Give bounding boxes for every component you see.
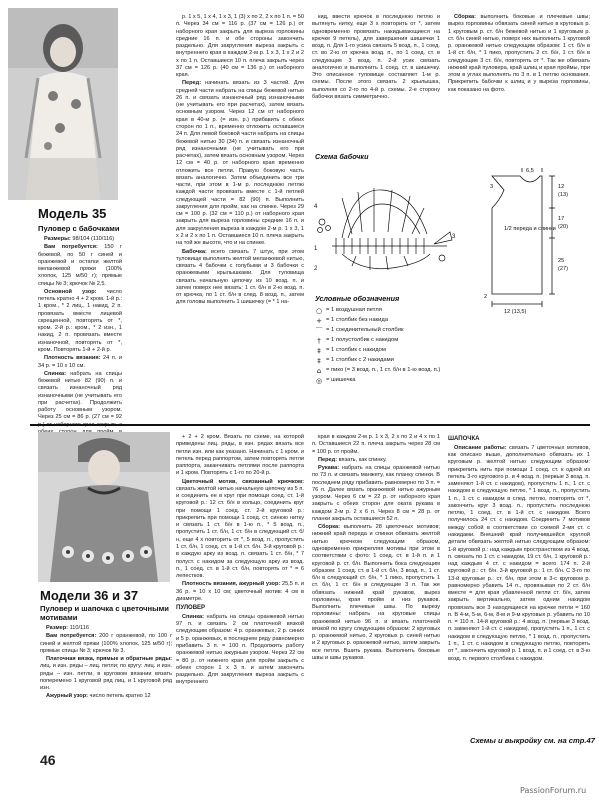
legend-label: = шишечка xyxy=(326,377,356,384)
butterfly-crochet-chart xyxy=(312,168,462,278)
model36-col3-p1: Перед: вязать, как спинку. xyxy=(318,456,387,463)
svg-text:4: 4 xyxy=(314,204,318,210)
model35-col1 xyxy=(38,236,122,419)
model35-col1-p4: Спинка: набрать на спицы бежевой нитью 82 (90) п. и связать изнаночный ряд изнаночными (не учитывать его при расчетах). Продолжить работу основным узором. Через 25 см = 86 р. (27 см = 92 xyxy=(38,370,122,421)
cross-reference: Схемы и выкройку см. на стр.47 xyxy=(470,736,595,745)
legend xyxy=(312,306,462,386)
model35-subtitle: Пуловер с бабочками xyxy=(38,224,120,233)
legend-label: = 1 полустолбик с накидом xyxy=(326,337,399,344)
svg-text:1: 1 xyxy=(314,246,318,252)
legend-label: = 1 соединительный столбик xyxy=(326,327,404,334)
legend-row xyxy=(312,346,462,356)
model36-col1-p3: Ажурный узор: число петель кратно 12 xyxy=(46,693,151,700)
pattern-dim: 3 xyxy=(490,184,494,190)
model35-col3 xyxy=(312,14,440,144)
double-crochet-icon: ‡ xyxy=(317,346,321,355)
pattern-dim: 12 xyxy=(558,184,565,190)
pattern-dim: (27) xyxy=(558,266,568,272)
chain-stitch-icon: ○ xyxy=(315,306,323,315)
watermark: PassionForum.ru xyxy=(520,786,587,795)
model36-subtitle: Пуловер и шапочка с цветочными мотивами xyxy=(40,604,169,623)
legend-title: Условные обозначения xyxy=(315,294,400,303)
pullover-heading: ПУЛОВЕР xyxy=(176,605,206,612)
model35-col1-p1: Вам потребуется: 150 г бежевой, по 50 г синей и оранжевой и остатки желтой меланжевой пряжи (100% хлопок, 125 м/50 г); прямые спицы № 3; крючок № 2,5. xyxy=(38,244,122,287)
slip-stitch-icon: ⌒ xyxy=(315,326,323,335)
model35-col4 xyxy=(448,14,590,144)
legend-label: = 1 столбик с 2 накидами xyxy=(326,357,394,364)
model36-col2-p0: + 2 + 2 кром. Вязать по схеме, на которой приведены лиц. ряды, в изн. рядах вязать все петли изн. или как указано. Начинать с 1 кром. и петель перед раппортом, затем повторять петли раппорта, заканчивать петлями после раппорта и 1 кром. Повторять с 1-го по 20-й р. xyxy=(176,434,304,477)
legend-label: = 1 столбик без накида xyxy=(326,317,388,324)
half-double-crochet-icon: † xyxy=(317,336,321,345)
model35-col4-p0: Сборка: выполнить боковые и плечевые швы; вырез горловины обвязать синей нитью в круговых р. 1 круговым р. ст. б/н бежевой нитью и 1 круговым р. ст. б/н синей нитью, поверх них выполнить 1 круговой р. оранжевой нитью следующим образом: 1 ст. б/н в 1-й ст. б/н, * 1 пико, пропустить 2 ст. б/н, 1 ст. б/н в следующие 3 ст. б/н, повторять от *. Так же обвязать нижний край пуловера, край шлиц и края проймы, при этом в углах выполнять по 3 п. в 1 петлю основания. Прикрепить бабочки к шлиц и у выреза горловины, как показано на фото. xyxy=(448,14,590,93)
picot-icon: ⌂ xyxy=(316,366,322,375)
model35-col1-p0: Размеры: 98/104 (110/116) xyxy=(44,236,115,242)
legend-row xyxy=(312,366,462,376)
model35-col2-p0: р. 1 х 5, 1 х 4, 1 х 3, 1 (3) х по 2, 2 х по 1 п. = 50 п. Через 34 см = 116 р. (37 см = 126 р.) от наборного края закрыть для выреза горловины средние 16 п. и обе стороны закончить раздельно. Для закругления выреза закрыть с внутреннего края в каждом 2-м р. 1 х 3, 1 х 2 и 2 х по 1 п. Оставшиеся 10 п. плеча закрыть через 37 см = 126 р. (40 см = 136 р.) от наборного края. xyxy=(176,14,304,79)
pattern-center-label: 1/2 переда и спинки xyxy=(504,226,556,232)
model36-col2-p4: Спинка: набрать на спицы оранжевой нитью 97 п. и связать 2 см платочной вязкой следующим образом: 4 р. оранжевых, 2 р. синих и 5 р. оранжевых, в последнем ряду равномерно прибавить 3 п. = 100 п. Продолжить работу оранжевой нитью ажурным узором. Через 22 см = 80 р. от нижнего края для пройм закрыть с обеих сторон 1 х 3 п. и затем закончить раздельно. Для закругления выреза закрыть с внутреннего xyxy=(176,613,304,686)
butterfly-chart-title: Схема бабочки xyxy=(315,152,369,161)
section-divider xyxy=(30,424,590,426)
pattern-dim: 12 (13,5) xyxy=(504,309,527,315)
svg-text:3: 3 xyxy=(452,234,456,240)
legend-row xyxy=(312,306,462,316)
pattern-dim: 25 xyxy=(558,258,565,264)
pattern-dim: (20) xyxy=(558,224,568,230)
pattern-dim: 17 xyxy=(558,216,565,222)
model36-title: Модели 36 и 37 xyxy=(40,588,139,603)
legend-label: = 1 столбик с накидом xyxy=(326,347,386,354)
pattern-dim: 2 xyxy=(484,294,488,300)
model35-col2-p2: Бабочка: всего связать 7 штук, при этом туловище выполнять желтой меланжевой нитью, связать 4 бабочки с голубыми и 3 бабочки с оранжевыми крылышками. Для туловища связать начальную цепочку из 10 возд. п. и затем поверх нее вязать: 1 ст. б/н в 2-ю возд. п. от крючка, по 1 ст. б/н в след. 8 возд. п., затем для головы выполнить 1 шишечку (= * 1 на- xyxy=(176,248,304,306)
pattern-dim: (13) xyxy=(558,192,568,198)
model36-col4-p1: Описание работы: связать 7 цветочных мотивов, как описано выше, дополнительно обвязать их 1 круговым р. желтой нитью следующим образом: прикрепить нить при помощи 1 соед. ст. к одной из петель 3-го кругового р. и 4 возд. п. (первые 3 возд. п. заменяют 1-й ст. с накидом), пропустить 1 п., 1 ст. с накидом в следующую петлю, * 1 возд. п., пропустить 1 п., 1 ст. с накидом в след. петлю, повторять от *, закончить круг 3 возд. п., пропустить последнюю петлю, 1 соед. ст. в 1-й ст. с накидом. Всего получилось 24 ст. с накидом. Соединить 7 мотивов между собой в соответствии со схемой 2-мя ст. с накидами. Внешний край получившейся круглой детали обвязать желтой нитью следующим образом: 1-й круговой р.: над каждым пространством из 4 возд. п. связать по 1 ст. с накидом, 19 ст. б/н, 1 круговой р.: над каждым 4 ст. с накидом = всего 174 п. 2-й круговой р.: ст. б/н. 3-й круговой р.: 1 ст. б/н. С 3-го по 13-й круговые р.: ст. б/н, при этом в 3-с круговом р. равномерно убавить 14 п., провязывая по 2 ст. б/н вместе = для края убавленной петли ст. б/н, затем закрыть вертикально, затем одним накидом провязать все 3 находящиеся на крючке петли = 160 п. В 4-м, 5-м, 6-м, 8-м и 9-м круговых р. убавить по 10 п. = 110 п. 14-й круговой р.: 4 возд. п. (первые 3 возд. п. заменяют 1-й ст. с накидом), пропустить 1 п., 1 ст. с накидом в следующую петлю, * 1 возд. п., пропустить 1 п., 1 ст. с накидом в следующую петлю, повторять от *, закончить круговой р. 1 возд. п. и 1 соед. ст. в 3-ю возд. п. первого столбика с накидом. xyxy=(448,444,590,662)
legend-row xyxy=(312,316,462,326)
treble-crochet-icon: ‡ xyxy=(317,356,321,365)
legend-label: = пико (= 3 возд. п., 1 ст. б/н в 1-ю возд. п.) xyxy=(326,367,441,374)
page-number: 46 xyxy=(40,752,56,768)
model36-col3-p0: края в каждом 2-м р. 1 х 3, 2 х по 2 и 4 х по 1 п. Оставшиеся 22 п. плеча закрыть через 28 см = 100 р. от пройм. xyxy=(312,434,440,455)
model35-col2-p1: Перед: начинать вязать из 3 частей. Для средней части набрать на спицы бежевой нитью 26 п. и связать изнаночный ряд изнаночными (не учитывать его при расчетах), затем вязать основным узором. Через 12 см от наборного края в 40-м р. (= изн. р.) прибавить с обеих сторон по 1 п., временно отложить оставшиеся 24 п. Для левой боковой части набрать на спицы бежевой нитью 30 (34) п. и связать изнаночный ряд изнаночными (не учитывать его при расчетах), затем вязать основным узором. Через 12 см = 40 р. от наборного края временно отложить все петли. Правую боковую часть вязать аналогично. Затем объединить все три части, при этом в 1-м р. последнюю петлю каждой части провязать вместе с 1-й петлей следующей части = 82 (90) п. Выполнить закругления для пройм, как на спинке. Через 29 см = 100 р. (32 см = 110 р.) от наборного края закрыть для выреза горловины средние 16 п. и для закругления выреза в каждом 2-м р. 1 х 3, 1 х 2 и 2 х по 1 п. Оставшиеся 10 п. плеча закрыть на той же высоте, что и на спинке. xyxy=(176,80,304,247)
single-crochet-icon: + xyxy=(316,316,322,325)
model36-photo xyxy=(38,432,170,582)
model36-col2-p1: Цветочный мотив, связанный крючком: связать желтой нитью начальную цепочку из 5 п. и соединить ее в круг при помощи соед. ст. 1-й круговой р.: 12 ст. б/н в кольцо, соединить круг при помощи 1 соед. ст. 2-й круговой р.: прикрепить при помощи 1 соед. ст. синюю нитку и связать 1 ст. б/н в 1-ю п., * 5 возд. п., пропустить 1 ст. б/н, 1 ст. б/н в следующий ст. б/н, еще 4 х повторить от *, 5 возд. п., пропустить 1 ст. б/н, 1 соед. ст. в 1-й ст. б/н. 3-й круговой р.: в каждую арку из возд. п. связать 1 ст. б/н, * 7 полуст. с накидом за следующую арку из возд. п., 1 соед. ст. в 1-й ст. б/н, повторять от * = 6 лепестков. xyxy=(176,478,304,580)
model35-col2 xyxy=(176,14,304,419)
pattern-dim: 6,5 xyxy=(526,168,534,174)
legend-row xyxy=(312,376,462,386)
model36-col3-p3: Сборка: выполнить 28 цветочных мотивов; нижний край переда и спинки обвязать желтой нитью крючком следующим образом, одновременно прикрепляя мотивы при этом в соответствии с фото: 1 соед. ст. в 1-й п. и 1 круговой р. ст. б/н. Выполнить бока следующим образом: 1 соед. ст. в 1-й ст. б/н, 3 возд. п., 1 ст. б/н в следующий ст. б/н, * 1 пико, пропустить 1 ст. б/н, 1 ст. б/н в следующие 3 п. Так же обвязать нижний край рукавов, вырез горловины, края пройм и низ рукавов. Выполнить плечевые швы. По вырезу горловины: набрать на круговые спицы оранжевой нитью 96 п. и вязать платочной вязкой по кругу следующим образом: 2 круговых р. оранжевой нитью, 2 круговых р. синей нитью и 2 круговых р. оранжевой нитью, затем закрыть все петли. Вшить рукава. Выполнить боковые швы и швы рукавов. xyxy=(312,524,440,661)
model36-col1 xyxy=(40,625,172,745)
model36-col3 xyxy=(312,434,440,746)
model36-col3-p2: Рукава: набрать на спицы оранжевой нитью по 73 п. и связать манжету, как планку спинки. В последнем ряду прибавить равномерно по 3 п. = 76 п. Далее вязать оранжевой нитью ажурным узором. Через 6 см = 22 р. от наборного края закрыть с обеих сторон для оката рукава в каждом 2-м р. 2 х 6 п. Через 8 см = 28 р. от планки закрыть оставшиеся 52 п. xyxy=(312,465,440,522)
model36-col1-p2: Платочная вязка, прямые и обратные ряды: лиц. и изн. ряды – лиц. петли; по кругу: лиц. и изн. ряды – изн. петли, в круговом вязании вязать поперемено 1 круговой ряд лиц. и 1 круговой ряд изн. xyxy=(40,656,172,692)
svg-text:2: 2 xyxy=(314,266,318,272)
model35-col1-p2: Основной узор: число петель кратно 4 + 2 кром. 1-й р.: 1 кром., * 2 лиц., 1 накид, 2 п. провязать вместе лицевой скрещенной, повторять от *, кром. 2-й р.: кром., * 2 изн., 1 накид, 2 п. провязать вместе изнаночной, повторять от *, кром. Повторять 1-й + 2-й р. xyxy=(38,288,122,353)
model36-col2 xyxy=(176,434,304,746)
model36-col4 xyxy=(448,434,590,732)
model36-col1-p1: Вам потребуется: 200 г оранжевой, по 100 г синей и желтой пряжи (100% хлопок, 125 м/50 г); прямые спицы № 3; крючок № 3. xyxy=(40,633,172,654)
model35-col1-p3: Плотность вязания: 24 п. и 34 р. = 10 х 10 см. xyxy=(38,355,123,369)
legend-label: = 1 воздушная петля xyxy=(326,307,382,314)
model36-col2-p2: Плотность вязания, ажурный узор: 25,5 п. и 36 р. = 10 х 10 см; цветочный мотив: 4 см в диаметре. xyxy=(176,581,304,602)
model35-col3-p0: кид, ввести крючок в последнюю петлю и вытянуть нитку, еще 3 х повторить от *, затем одновременно провязать накидывающиеся на крючке 9 петель), для завершения шишечки 1 возд. п. Для 1-го усика связать 5 возд. п., 1 соед. ст. во 2-ю от крючка возд. п., по 1 соед. ст. в следующие 3 возд. п. 2-й усик связать аналогично и выполнить 1 соед. ст. в шишечку. Это описанное туловище составляет 1-м р. схемы. После этого связать 2 крылышка, выполняя со 2-го по 4-й р. схемы. 2-е сторону бабочки вязать симметрично. xyxy=(312,14,440,100)
sweater-pattern-schematic xyxy=(482,166,592,316)
legend-row xyxy=(312,356,462,366)
model36-col1-p0: Размер: 110/116 xyxy=(46,625,89,631)
model35-photo xyxy=(8,8,118,200)
hat-heading: ШАПОЧКА xyxy=(448,436,480,442)
legend-row xyxy=(312,336,462,346)
legend-row xyxy=(312,326,462,336)
bobble-icon: ◎ xyxy=(315,376,323,385)
model35-title: Модель 35 xyxy=(38,206,107,221)
